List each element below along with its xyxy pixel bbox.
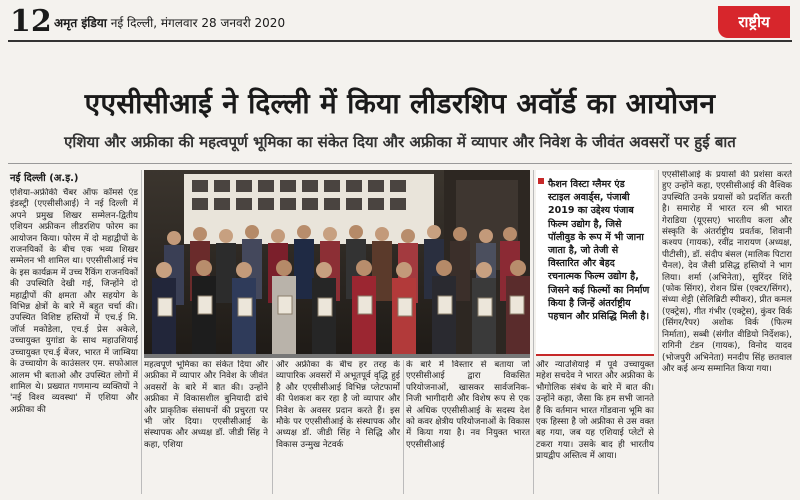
column-divider (272, 360, 273, 494)
dateline: नई दिल्ली (अ.इ.) (10, 173, 79, 184)
subhead-divider (8, 163, 792, 164)
quote-bullet-icon (538, 178, 544, 184)
page-number: 12 (10, 4, 52, 39)
paper-name: अमृत इंडिया (54, 16, 107, 30)
article-column-4: के बारे में विस्तार से बताया जो एएसीसीआई द्वारा विकसित परियोजनाओं, खासकर सार्वजनिक-निजी भागीदारी और विशेष रूप से एक से अधिक एएसीसीआई के सदस्य देश को कवर क्षेत्रीय परियोजनाओं के विकास में किया गया है। नव नियुक्त भारत एएसीसीआई (406, 360, 530, 450)
article-column-2: महत्वपूर्ण भूमिका का संकेत दिया और अफ्रीका में व्यापार और निवेश के जीवंत अवसरों के बारे में बात की। उन्होंने अफ्रीका में विकासशील बुनियादी ढांचे और प्राकृतिक संसाधनों की प्रचुरता पर भी जोर दिया। एएसीसीआई के संस्थापक और अध्यक्ष डॉ. जीडी सिंह ने कहा, एशिया (144, 360, 268, 450)
article-column-1: एशिया-अफ्रीकी चैंबर ऑफ कॉमर्स एंड इंडस्ट्री (एएसीसीआई) ने नई दिल्ली में अपने प्रमुख शिखर सम्मेलन-द्वितीय एशियन अफ्रीकन लीडरशिप फोरम का आयोजन किया। फोरम में दो महाद्वीपों के राजनयिकों के बीच एक भव्य शिखर सम्मेलन भी शामिल था। एएसीसीआई मंच के इस कार्यक्रम में उच्च रैंकिंग राजनयिकों की उपस्थिति देखी गई, जिन्होंने दो महाद्वीपों की क्षमता और सहयोग के विभिन्न क्षेत्रों के बारे में बहुत चर्चा की। उपस्थित विशिष्ट हस्तियों में एच.ई मि. जॉर्ज मकोडेला, एच.ई प्रेस अकेले, उच्चायुक्त युगांडा के साथ महाउशियाई उच्चायुक्त एच.ई बेंजर, भारत में जाम्बिया के उच्चायोग के काउंसलर एम. सफोआल आलम भी बताओ और उपस्थित लोगों में शामिल थे। प्रख्यात गणमान्य व्यक्तियों ने 'नई विश्व व्यवस्था' में एशिया और अफ्रीका की (10, 188, 138, 415)
issue-date: नई दिल्ली, मंगलवार 28 जनवरी 2020 (110, 16, 286, 30)
photo-divider (144, 354, 530, 358)
header-divider (8, 40, 792, 42)
column-divider (403, 360, 404, 494)
group-photo-illustration (144, 170, 530, 354)
pull-quote: फैशन विस्टा ग्लैमर एंड स्टाइल अवार्ड्स, पंजाबी 2019 का उद्देश्य पंजाब फिल्म उद्योग है, जिसे पॉलीवुड के रूप में भी जाना जाता है, जो तेजी से विस्तारित और बेहद रचनात्मक फिल्म उद्योग है, जिसने कई फिल्मों का निर्माण किया है जिन्हें अंतर्राष्ट्रीय पहचान और प्रसिद्धि मिली है। (548, 179, 650, 323)
column-divider (141, 170, 142, 494)
article-headline: एएसीसीआई ने दिल्ली में किया लीडरशिप अवॉर्ड का आयोजन (84, 87, 716, 120)
column-divider (658, 170, 659, 494)
event-photo (144, 170, 530, 354)
article-subhead: एशिया और अफ्रीका की महत्वपूर्ण भूमिका का संकेत दिया और अफ्रीका में व्यापार और निवेश के जीवंत अवसरों पर हुई बात (64, 133, 736, 151)
section-badge: राष्ट्रीय (718, 6, 790, 38)
article-column-6: एएसीसीआई के प्रयासों की प्रशंसा करते हुए उन्होंने कहा, एएसीसीआई की वैश्विक उपस्थिति उनके प्रयासों को प्रदर्शित करती है। समारोह में भारत रत्न श्री भारत गेराडिया (यूएसए) भारतीय कला और संस्कृति के अंतर्राष्ट्रीय प्रवर्तक, शिवानी कश्यप (गायक), रवींद्र नारायण (अध्यक्ष, पीटीसी), डॉ. संदीप बंसल (मालिक पिटारा चैनल), देव जैसी प्रसिद्ध हस्तियों ने भाग लिया। शर्मा (अभिनेता), सुरिंदर शिंदे (फोक सिंगर), रोशन प्रिंस (एक्टर/सिंगर), संध्या शेट्टी (सेलिब्रिटी स्पीकर), प्रीत कमल (एक्ट्रेस), गीत गंभीर (एक्ट्रेस), कुंवर विर्क (सिंगर/रैपर) अशोक विर्क (फिल्म निर्माता), सब्बी (संगीत वीडियो निर्देशक), रागिनी टंडन (गायक), विनोद यादव (भोजपुरी अभिनेता) मनदीप सिंह छतवाल और कई अन्य सम्मानित किया गया। (662, 170, 792, 374)
pull-quote-divider (536, 354, 654, 356)
article-column-5: और न्याउशियाई में पूर्व उच्चायुक्त महेश सचदेव ने भारत और अफ्रीका के भौगोलिक संबंध के बारे में बात की। उन्होंने कहा, जैसा कि हम सभी जानते हैं कि वर्तमान भारत गोंडवाना भूमि का एक हिस्सा है जो अफ्रीका से उस वक्त बह गया, जब यह एशियाई प्लेटों से टकरा गया। उसके बाद ही भारतीय प्रायद्वीप अस्तित्व में आया। (536, 360, 654, 462)
article-column-3: और अफ्रीका के बीच हर तरह के व्यापारिक अवसरों में अभूतपूर्व वृद्धि हुई है और एएसीसीआई विभिन्न प्लेटफार्मों की पेशकश कर रहा है जो व्यापार और निवेश के अवसर प्रदान करते हैं। इस मौके पर एएसीसीआई के संस्थापक और अध्यक्ष डॉ. जीडी सिंह ने सिद्धि और विकास उन्मुख नेटवर्क (276, 360, 400, 450)
masthead (54, 14, 285, 31)
column-divider (533, 170, 534, 494)
